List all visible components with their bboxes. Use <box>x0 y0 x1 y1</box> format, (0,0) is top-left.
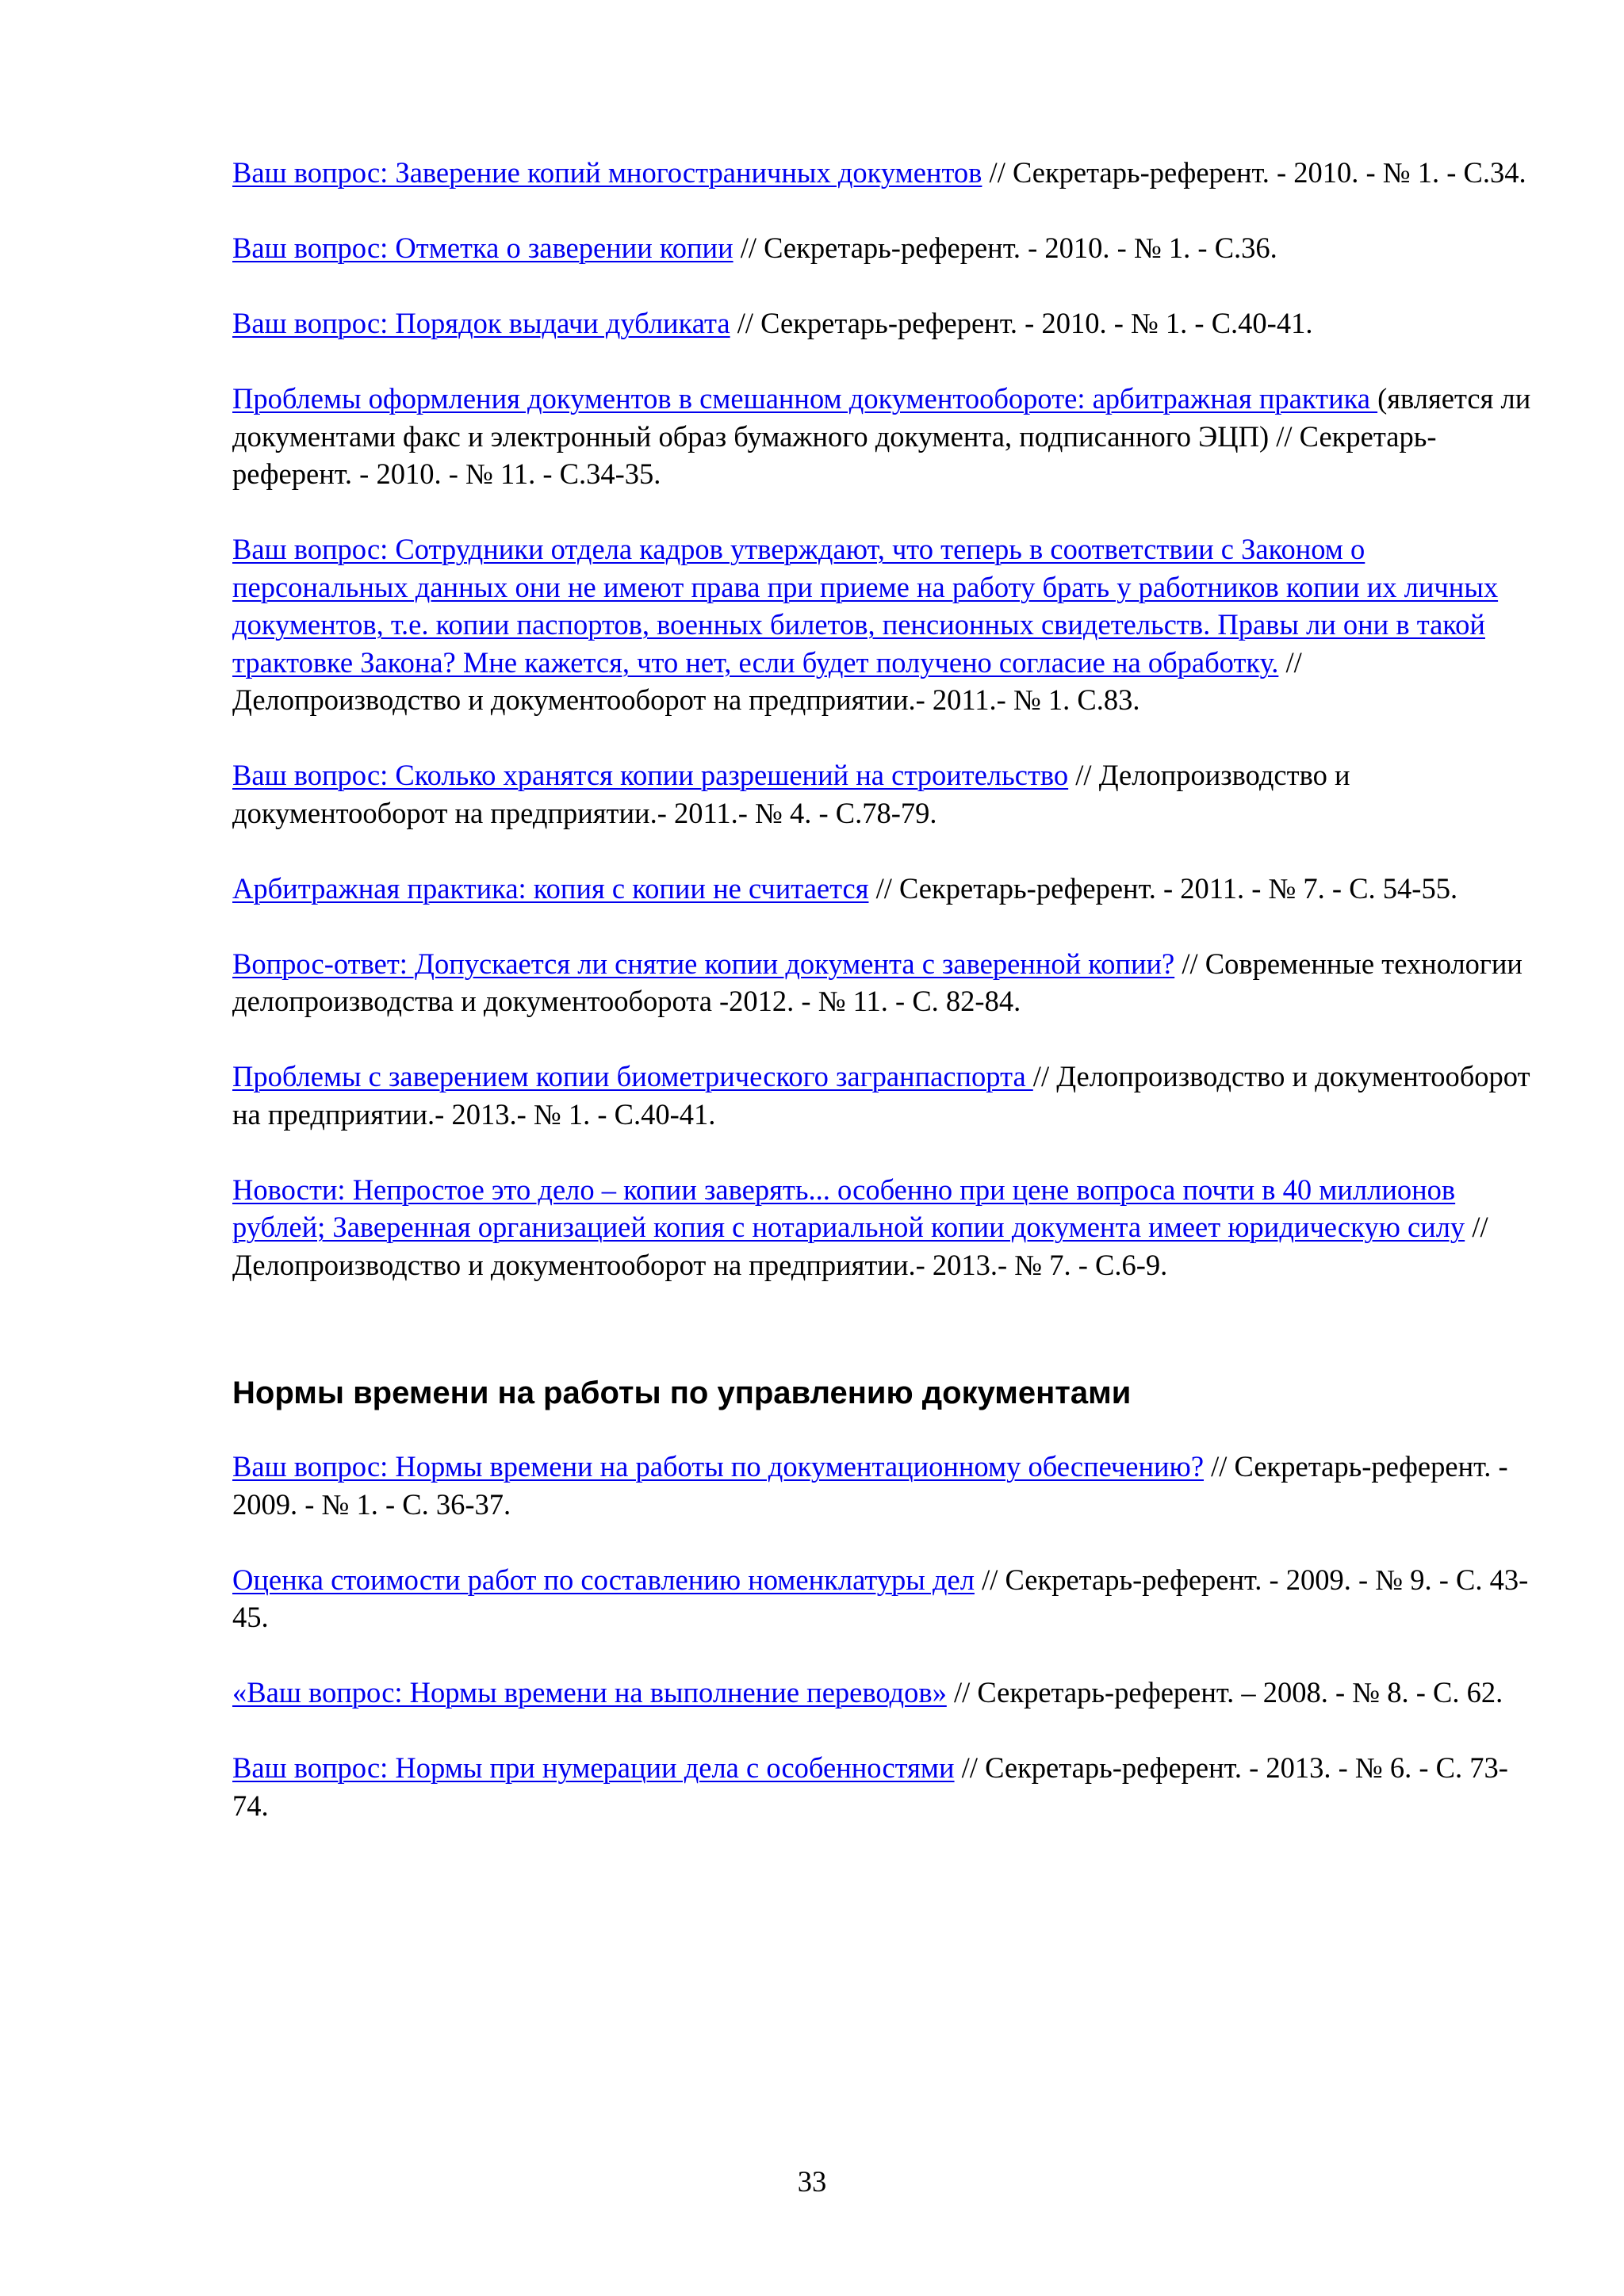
reference-link[interactable]: «Ваш вопрос: Нормы времени на выполнение переводов» <box>232 1676 947 1709</box>
list-item <box>232 756 1533 832</box>
list-item <box>232 229 1533 267</box>
reference-link[interactable]: Арбитражная практика: копия с копии не считается <box>232 871 869 905</box>
reference-citation: // Делопроизводство и документооборот на предприятии.- 2013.- № 1. - С.40-41. <box>232 1060 1530 1131</box>
reference-citation: // Секретарь-референт. – 2008. - № 8. - С. 62. <box>946 1676 1503 1709</box>
list-item <box>232 530 1533 719</box>
list-item <box>232 154 1533 192</box>
page-content <box>232 154 1533 1862</box>
reference-link[interactable]: Ваш вопрос: Заверение копий многостраничных документов <box>232 156 982 189</box>
list-item <box>232 1749 1533 1824</box>
reference-link[interactable]: Оценка стоимости работ по составлению номенклатуры дел <box>232 1563 975 1596</box>
reference-citation: // Секретарь-референт. - 2009. - № 9. - С. 43-45. <box>232 1563 1529 1633</box>
reference-link[interactable]: Ваш вопрос: Нормы времени на работы по документационному обеспечению? <box>232 1450 1205 1483</box>
list-item <box>232 1561 1533 1636</box>
reference-citation: // Современные технологии делопроизводства и документооборота -2012. - № 11. - С. 82-84. <box>232 947 1522 1017</box>
reference-link[interactable]: Ваш вопрос: Отметка о заверении копии <box>232 232 733 264</box>
reference-link[interactable]: Ваш вопрос: Сотрудники отдела кадров утверждают, что теперь в соответствии с Законом о персональных данных они не имеют права при приеме на работу брать у работников копии их личных документов, т.е. копии паспортов, военных билетов, пенсионных свидетельств. Правы ли они в такой трактовке Закона? Мне кажется, что нет, если будет получено согласие на обработку. <box>232 533 1499 679</box>
list-item <box>232 870 1533 908</box>
reference-link[interactable]: Проблемы с заверением копии биометрического загранпаспорта <box>232 1060 1033 1093</box>
list-item <box>232 945 1533 1020</box>
reference-citation: // Секретарь-референт. - 2011. - № 7. - С. 54-55. <box>868 871 1458 905</box>
list-item <box>232 380 1533 493</box>
reference-citation: // Секретарь-референт. - 2013. - № 6. - С. 73-74. <box>232 1751 1508 1822</box>
reference-citation: // Секретарь-референт. - 2010. - № 1. - С.40-41. <box>730 307 1313 339</box>
reference-link[interactable]: Ваш вопрос: Нормы при нумерации дела с особенностями <box>232 1751 955 1784</box>
reference-link[interactable]: Ваш вопрос: Сколько хранятся копии разрешений на строительство <box>232 759 1069 791</box>
list-item <box>232 1058 1533 1133</box>
reference-citation: (является ли документами факс и электронный образ бумажного документа, подписанного ЭЦП) // Секретарь-референт. - 2010. - № 11. - С.34-35. <box>232 382 1531 490</box>
list-item <box>232 304 1533 342</box>
reference-link[interactable]: Вопрос-ответ: Допускается ли снятие копии документа с заверенной копии? <box>232 947 1175 980</box>
reference-citation: // Секретарь-референт. - 2010. - № 1. - С.36. <box>733 232 1277 264</box>
page-number: 33 <box>797 2165 827 2198</box>
list-item <box>232 1448 1533 1523</box>
reference-citation: // Секретарь-референт. - 2009. - № 1. - С. 36-37. <box>232 1450 1508 1521</box>
reference-citation: // Делопроизводство и документооборот на предприятии.- 2013.- № 7. - С.6-9. <box>232 1211 1488 1281</box>
reference-citation: // Делопроизводство и документооборот на предприятии.- 2011.- № 1. С.83. <box>232 645 1302 716</box>
reference-citation: // Секретарь-референт. - 2010. - № 1. - С.34. <box>982 156 1526 189</box>
reference-link[interactable]: Проблемы оформления документов в смешанном документообороте: арбитражная практика <box>232 382 1378 415</box>
reference-link[interactable]: Новости: Непростое это дело – копии заверять... особенно при цене вопроса почти в 40 миллионов рублей; Заверенная организацией копия с нотариальной копии документа имеет юридическую силу <box>232 1173 1465 1243</box>
list-item <box>232 1171 1533 1284</box>
reference-link[interactable]: Ваш вопрос: Порядок выдачи дубликата <box>232 307 730 339</box>
list-item <box>232 1674 1533 1712</box>
section-heading: Нормы времени на работы по управлению документами <box>232 1376 1132 1410</box>
reference-citation: // Делопроизводство и документооборот на предприятии.- 2011.- № 4. - С.78-79. <box>232 759 1350 829</box>
